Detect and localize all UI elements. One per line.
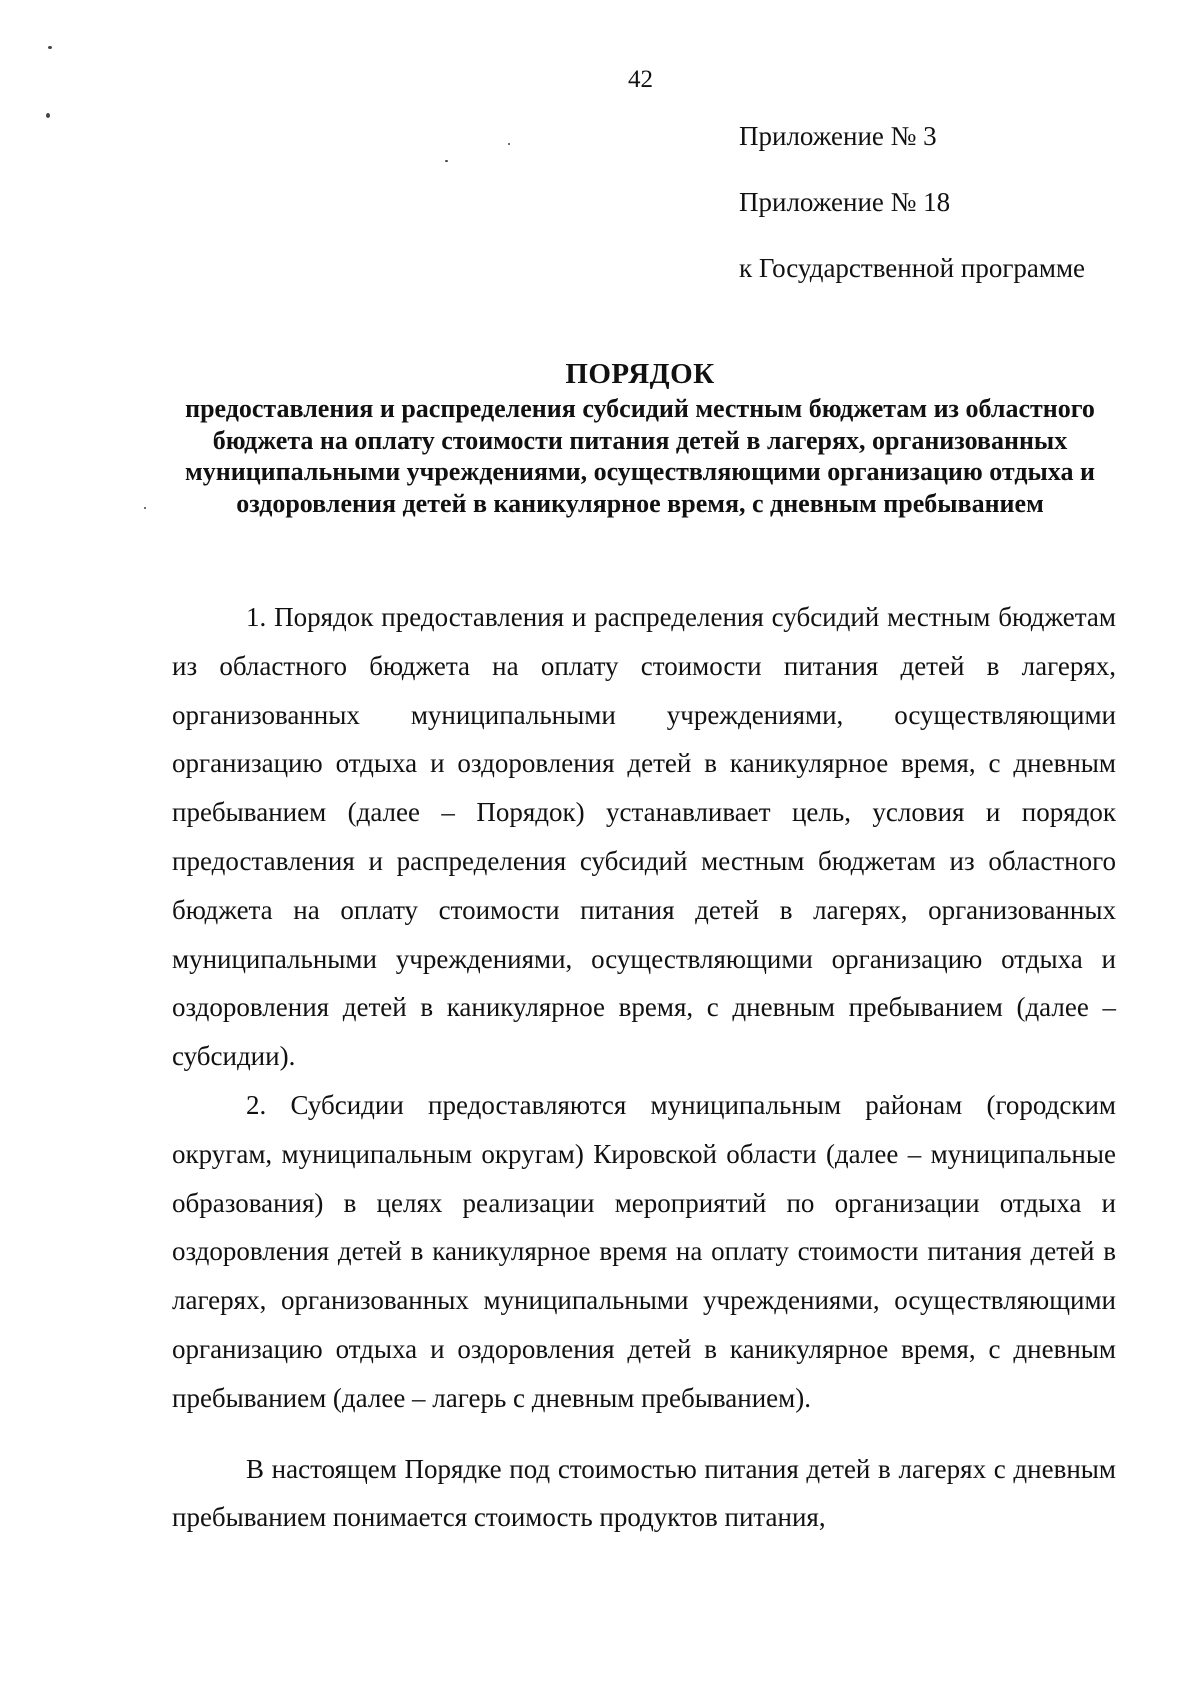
scan-speck <box>144 507 146 509</box>
scan-speck <box>508 143 510 145</box>
paragraph-1: 1. Порядок предоставления и распределения субсидий местным бюджетам из областного бюджета на оплату стоимости питания детей в лагерях, организованных муниципальными учреждениями, осуществляющими организацию отдыха и оздоровления детей в каникулярное время, с дневным пребыванием (далее – Порядок) устанавливает цель, условия и порядок предоставления и распределения субсидий местным бюджетам из областного бюджета на оплату стоимости питания детей в лагерях, организованных муниципальными учреждениями, осуществляющими организацию отдыха и оздоровления детей в каникулярное время, с дневным пребыванием (далее – субсидии). <box>172 602 1116 1072</box>
page-number: 42 <box>628 66 653 93</box>
appendix-line-1: Приложение № 3 <box>739 121 937 151</box>
paragraph-3: В настоящем Порядке под стоимостью питания детей в лагерях с дневным пребыванием понимается стоимость продуктов питания, <box>172 1453 1116 1533</box>
paragraph-2: 2. Субсидии предоставляются муниципальным районам (городским округам, муниципальным округам) Кировской области (далее – муниципальные образования) в целях реализации мероприятий по организации отдыха и оздоровления детей в каникулярное время на оплату стоимости питания детей в лагерях, организованных муниципальными учреждениями, осуществляющими организацию отдыха и оздоровления детей в каникулярное время, с дневным пребыванием (далее – лагерь с дневным пребыванием). <box>172 1089 1116 1413</box>
appendix-line-2: Приложение № 18 <box>739 187 951 217</box>
scan-speck <box>445 160 448 162</box>
document-title-block <box>150 355 1130 519</box>
appendix-line-3: к Государственной программе <box>739 253 1086 283</box>
scan-speck <box>46 113 50 118</box>
document-title: ПОРЯДОК <box>565 358 715 390</box>
document-subtitle: предоставления и распределения субсидий местным бюджетам из областного бюджета на оплату стоимости питания детей в лагерях, организованных муниципальными учреждениями, осуществляющими организацию отдыха и оздоровления детей в каникулярное время, с дневным пребыванием <box>185 394 1095 518</box>
scan-speck <box>48 46 52 49</box>
document-body <box>172 593 1116 1542</box>
